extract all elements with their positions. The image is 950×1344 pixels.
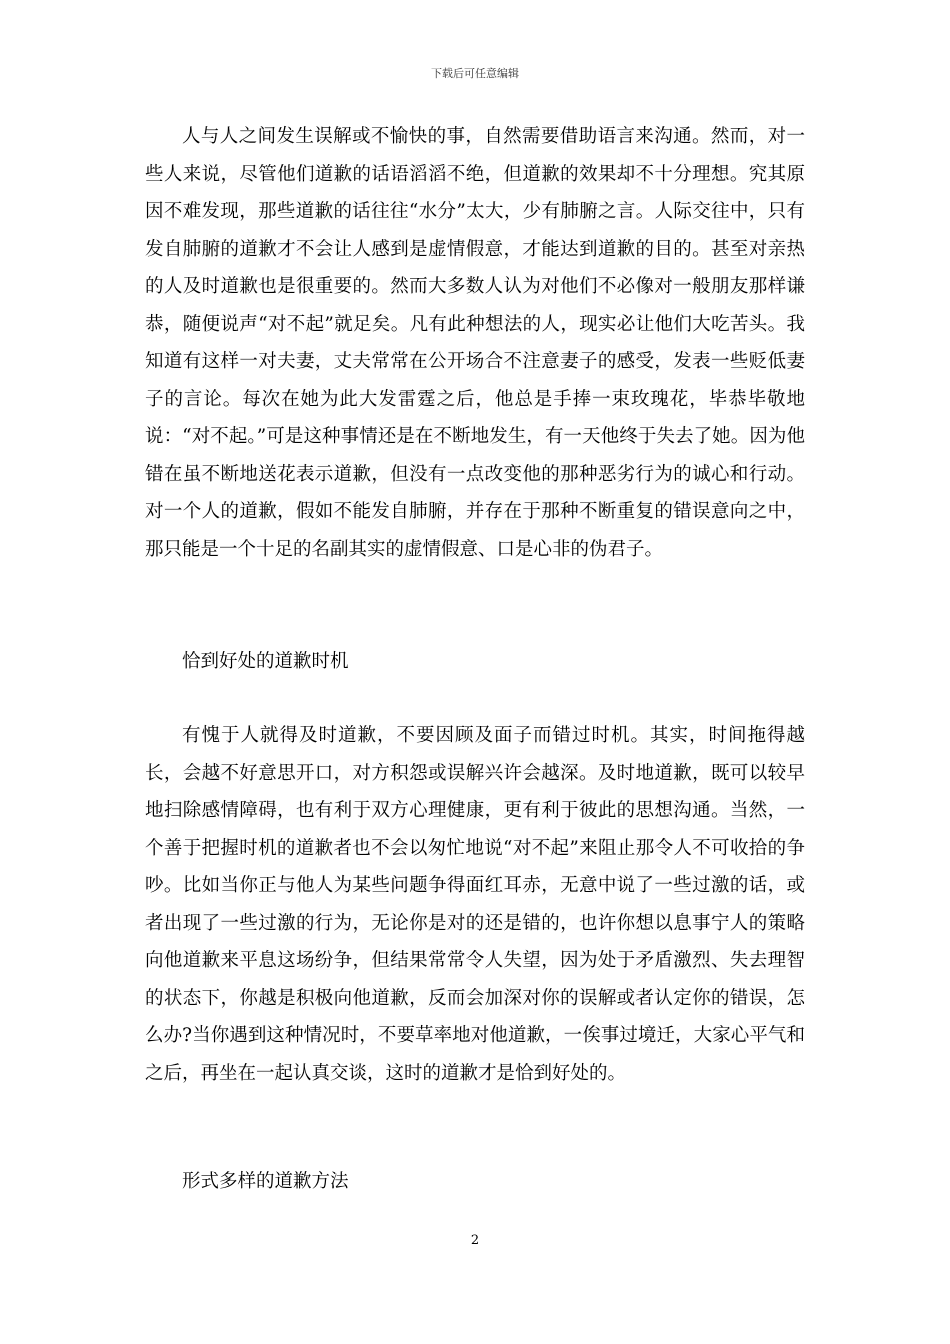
page-header: 下载后可任意编辑 [431,67,519,80]
section-heading-methods: 形式多样的道歉方法 [182,1171,349,1192]
body-paragraph-2: 有愧于人就得及时道歉，不要因顾及面子而错过时机。其实，时间拖得越长，会越不好意思开口，对方积怨或误解兴许会越深。及时地道歉，既可以较早地扫除感情障碍，也有利于双方心理健康，更有利于彼此的思想沟通。当然，一个善于把握时机的道歉者也不会以匆忙地说“对不起”来阻止那令人不可收拾的争吵。比如当你正与他人为某些问题争得面红耳赤，无意中说了一些过激的话，或者出现了一些过激的行为，无论你是对的还是错的，也许你想以息事宁人的策略向他道歉来平息这场纷争，但结果常常令人失望，因为处于矛盾激烈、失去理智的状态下，你越是积极向他道歉，反而会加深对你的误解或者认定你的错误，怎么办?当你遇到这种情况时，不要草率地对他道歉，一俟事过境迁，大家心平气和之后，再坐在一起认真交谈，这时的道歉才是恰到好处的。 [145,725,805,1084]
section-heading-timing: 恰到好处的道歉时机 [182,651,349,672]
body-paragraph-1: 人与人之间发生误解或不愉快的事，自然需要借助语言来沟通。然而，对一些人来说，尽管他们道歉的话语滔滔不绝，但道歉的效果却不十分理想。究其原因不难发现，那些道歉的话往往“水分”太大，少有肺腑之言。人际交往中，只有发自肺腑的道歉才不会让人感到是虚情假意，才能达到道歉的目的。甚至对亲热的人及时道歉也是很重要的。然而大多数人认为对他们不必像对一般朋友那样谦恭，随便说声“对不起”就足矣。凡有此种想法的人，现实必让他们大吃苦头。我知道有这样一对夫妻，丈夫常常在公开场合不注意妻子的感受，发表一些贬低妻子的言论。每次在她为此大发雷霆之后，他总是手捧一束玫瑰花，毕恭毕敬地说：“对不起。”可是这种事情还是在不断地发生，有一天他终于失去了她。因为他错在虽不断地送花表示道歉，但没有一点改变他的那种恶劣行为的诚心和行动。对一个人的道歉，假如不能发自肺腑，并存在于那种不断重复的错误意向之中，那只能是一个十足的名副其实的虚情假意、口是心非的伪君子。 [145,126,805,560]
page-number: 2 [470,1233,480,1248]
